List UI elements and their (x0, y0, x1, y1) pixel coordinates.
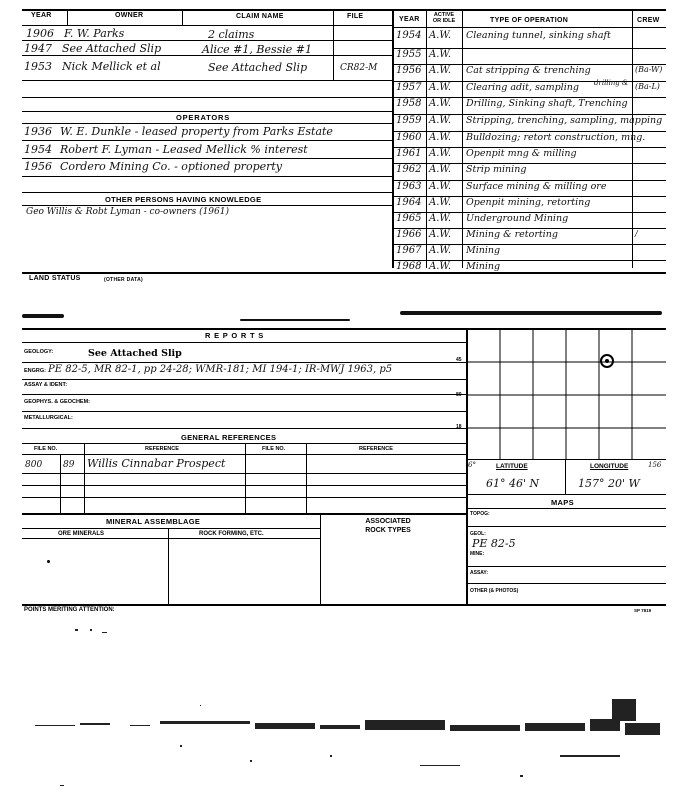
gen-ref-num: 89 (63, 460, 75, 470)
owner-name: F. W. Parks (64, 27, 125, 40)
operation-crew: (Ba-L) (635, 82, 660, 91)
maps-title: MAPS (551, 498, 574, 507)
operation-status: A.W. (429, 213, 452, 224)
scan-smear (240, 319, 350, 321)
operation-status: A.W. (429, 132, 452, 143)
assoc-rock-types: ASSOCIATED ROCK TYPES (365, 518, 411, 534)
operation-year: 1968 (396, 261, 422, 272)
operator-year: 1956 (24, 160, 52, 173)
operation-type: Stripping, trenching, sampling, mapping (466, 115, 663, 126)
operation-status: A.W. (429, 229, 452, 240)
land-status-sub: (OTHER DATA) (104, 277, 143, 283)
geology-value: See Attached Slip (88, 348, 182, 359)
operator-year: 1936 (24, 125, 52, 138)
operation-type: Strip mining (466, 164, 527, 175)
operation-type: Cleaning tunnel, sinking shaft (466, 30, 611, 41)
operation-year: 1956 (396, 65, 422, 76)
operation-crew: / (635, 229, 638, 238)
operators-title: OPERATORS (176, 113, 231, 122)
operation-year: 1959 (396, 115, 422, 126)
owner-claim: 2 claims (208, 28, 255, 41)
grid-number: 18 (456, 424, 462, 430)
header-crew: CREW (637, 17, 660, 24)
gen-ref-file: 800 (25, 460, 43, 470)
operator-text: W. E. Dunkle - leased property from Parks Estate (60, 125, 333, 138)
ore-minerals-header: ORE MINERALS (58, 531, 105, 537)
engrg-label: ENGRG: (24, 368, 46, 374)
operation-year: 1961 (396, 148, 422, 159)
operation-type: Openpit mng & milling (466, 148, 577, 159)
gen-ref-title: GENERAL REFERENCES (181, 433, 277, 442)
maps-geol: GEOL: (470, 531, 486, 537)
operation-year: 1954 (396, 30, 422, 41)
points-meriting-attention: POINTS MERITING ATTENTION: (24, 607, 115, 613)
header-claim-name: CLAIM NAME (236, 13, 284, 20)
operation-crew: (Ba-W) (635, 65, 663, 74)
latitude-value: 61° 46' N (486, 477, 540, 490)
owner-claim: See Attached Slip (208, 61, 308, 74)
drilling-note: drilling & (594, 79, 629, 87)
scan-smear (400, 311, 662, 315)
owner-name: See Attached Slip (62, 42, 162, 55)
maps-mine: MINE: (470, 551, 485, 557)
gen-ref-reference: Willis Cinnabar Prospect (87, 457, 226, 470)
header-active-idle: ACTIVE OR IDLE (432, 12, 456, 24)
operation-type: Bulldozing; retort construction, mng. (466, 132, 646, 143)
operation-year: 1964 (396, 197, 422, 208)
operation-status: A.W. (429, 148, 452, 159)
operator-text: Robert F. Lyman - Leased Mellick % interest (60, 143, 308, 156)
operation-year: 1966 (396, 229, 422, 240)
geophys-label: GEOPHYS. & GEOCHEM: (24, 399, 91, 405)
longitude-label: LONGITUDE (590, 463, 629, 470)
operation-type: Cat stripping & trenching (466, 65, 591, 76)
operation-type: Mining & retorting (466, 229, 558, 240)
ink-dot (47, 560, 50, 563)
gen-ref-file-header-2: FILE NO. (262, 446, 286, 452)
latitude-label: LATITUDE (496, 463, 528, 470)
operation-year: 1963 (396, 181, 422, 192)
land-status-label: LAND STATUS (29, 275, 81, 282)
operation-status: A.W. (429, 65, 452, 76)
operation-year: 1957 (396, 82, 422, 93)
location-grid (467, 329, 666, 459)
operation-type: Drilling, Sinking shaft, Trenching (466, 98, 628, 109)
geology-label: GEOLOGY: (24, 349, 54, 355)
owner-name: Nick Mellick et al (62, 60, 161, 73)
header-file: FILE (347, 13, 364, 20)
mineral-title: MINERAL ASSEMBLAGE (106, 517, 201, 526)
maps-geol-value: PE 82-5 (472, 537, 516, 550)
operation-type: Mining (466, 261, 501, 272)
operation-year: 1965 (396, 213, 422, 224)
operation-status: A.W. (429, 261, 452, 272)
form-number: SP 7819 (634, 608, 652, 613)
operation-year: 1967 (396, 245, 422, 256)
scan-noise (0, 615, 678, 805)
longitude-mark: 156 (648, 461, 662, 469)
operation-type: Underground Mining (466, 213, 569, 224)
operation-type: Openpit mining, retorting (466, 197, 591, 208)
operation-status: A.W. (429, 115, 452, 126)
operation-status: A.W. (429, 164, 452, 175)
operation-year: 1960 (396, 132, 422, 143)
gen-ref-reference-header-2: REFERENCE (359, 446, 393, 452)
owner-year: 1906 (26, 27, 54, 40)
assay-label: ASSAY & IDENT: (24, 382, 68, 388)
operation-year: 1958 (396, 98, 422, 109)
owner-year: 1953 (24, 60, 52, 73)
others-text: Geo Willis & Robt Lyman - co-owners (1961) (26, 207, 230, 217)
operation-status: A.W. (429, 181, 452, 192)
maps-assay: ASSAY: (470, 570, 489, 576)
metallurgical-label: METALLURGICAL: (24, 415, 73, 421)
latitude-mark: 6° (468, 461, 476, 469)
owner-file: CR82-M (340, 63, 378, 73)
rock-forming-header: ROCK FORMING, ETC. (199, 531, 264, 537)
operation-status: A.W. (429, 98, 452, 109)
operator-text: Cordero Mining Co. - optioned property (60, 160, 283, 173)
header-year: YEAR (31, 12, 52, 19)
gen-ref-reference-header: REFERENCE (145, 446, 179, 452)
owner-claim: Alice #1, Bessie #1 (202, 43, 312, 56)
header-owner: OWNER (115, 12, 144, 19)
operation-status: A.W. (429, 49, 452, 60)
operation-type: Mining (466, 245, 501, 256)
maps-topog: TOPOG: (470, 511, 490, 517)
operation-year: 1962 (396, 164, 422, 175)
header-year-ops: YEAR (399, 16, 420, 23)
owner-year: 1947 (24, 42, 52, 55)
engrg-value: PE 82-5, MR 82-1, pp 24-28; WMR-181; MI 194-1; IR-MWJ 1963, p5 (48, 364, 393, 375)
operation-status: A.W. (429, 197, 452, 208)
operation-status: A.W. (429, 82, 452, 93)
operation-type: Clearing adit, sampling (466, 82, 579, 93)
reports-title: R E P O R T S (205, 331, 265, 340)
header-type-of-operation: TYPE OF OPERATION (490, 17, 569, 24)
operation-status: A.W. (429, 245, 452, 256)
maps-other: OTHER (& PHOTOS) (470, 588, 519, 594)
operation-status: A.W. (429, 30, 452, 41)
longitude-value: 157° 20' W (578, 477, 640, 490)
operation-year: 1955 (396, 49, 422, 60)
others-title: OTHER PERSONS HAVING KNOWLEDGE (105, 195, 262, 204)
scan-smear (22, 314, 64, 318)
operator-year: 1954 (24, 143, 52, 156)
grid-number: 45 (456, 357, 462, 363)
grid-number: 80 (456, 392, 462, 398)
gen-ref-file-header: FILE NO. (34, 446, 58, 452)
operation-type: Surface mining & milling ore (466, 181, 607, 192)
